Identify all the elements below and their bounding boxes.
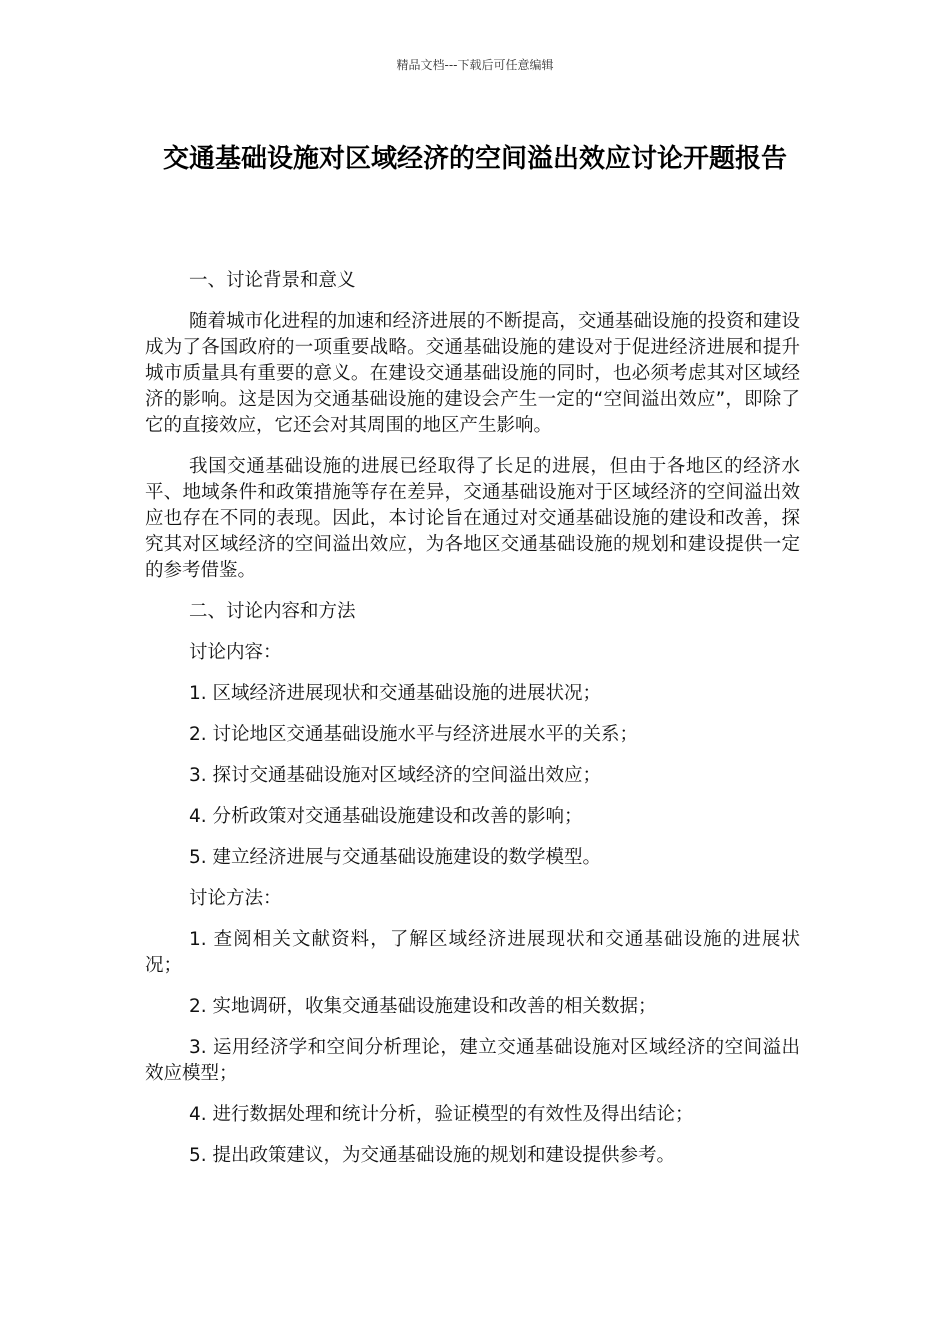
paragraph-background-2: 我国交通基础设施的进展已经取得了长足的进展，但由于各地区的经济水平、地域条件和政策措施等存在差异，交通基础设施对于区域经济的空间溢出效应也存在不同的表现。因此，本讨论旨在通过对交通基础设施的建设和改善，探究其对区域经济的空间溢出效应，为各地区交通基础设施的规划和建设提供一定的参考借鉴。 — [145, 456, 800, 581]
subheading-content: 讨论内容： — [189, 642, 282, 663]
list-item-method-4: 4. 进行数据处理和统计分析，验证模型的有效性及得出结论； — [189, 1104, 694, 1125]
section-heading-background: 一、讨论背景和意义 — [189, 270, 356, 291]
list-item-content-1: 1. 区域经济进展现状和交通基础设施的进展状况； — [189, 683, 602, 704]
list-item-method-3: 3. 运用经济学和空间分析理论，建立交通基础设施对区域经济的空间溢出效应模型； — [145, 1037, 800, 1084]
document-body — [145, 268, 800, 1184]
list-item-content-2: 2. 讨论地区交通基础设施水平与经济进展水平的关系； — [189, 724, 639, 745]
header-note: 精品文档---下载后可任意编辑 — [396, 58, 554, 72]
list-item-content-3: 3. 探讨交通基础设施对区域经济的空间溢出效应； — [189, 765, 602, 786]
list-item-method-1: 1. 查阅相关文献资料，了解区域经济进展现状和交通基础设施的进展状况； — [145, 929, 800, 976]
paragraph-background-1: 随着城市化进程的加速和经济进展的不断提高，交通基础设施的投资和建设成为了各国政府的一项重要战略。交通基础设施的建设对于促进经济进展和提升城市质量具有重要的意义。在建设交通基础设施的同时，也必须考虑其对区域经济的影响。这是因为交通基础设施的建设会产生一定的“空间溢出效应”，即除了它的直接效应，它还会对其周围的地区产生影响。 — [145, 311, 800, 436]
list-item-content-5: 5. 建立经济进展与交通基础设施建设的数学模型。 — [189, 847, 602, 868]
list-item-method-5: 5. 提出政策建议，为交通基础设施的规划和建设提供参考。 — [189, 1145, 676, 1166]
document-title: 交通基础设施对区域经济的空间溢出效应讨论开题报告 — [162, 144, 787, 174]
list-item-method-2: 2. 实地调研，收集交通基础设施建设和改善的相关数据； — [189, 996, 657, 1017]
section-heading-content-methods: 二、讨论内容和方法 — [189, 601, 356, 622]
subheading-methods: 讨论方法： — [189, 888, 282, 909]
list-item-content-4: 4. 分析政策对交通基础设施建设和改善的影响； — [189, 806, 583, 827]
